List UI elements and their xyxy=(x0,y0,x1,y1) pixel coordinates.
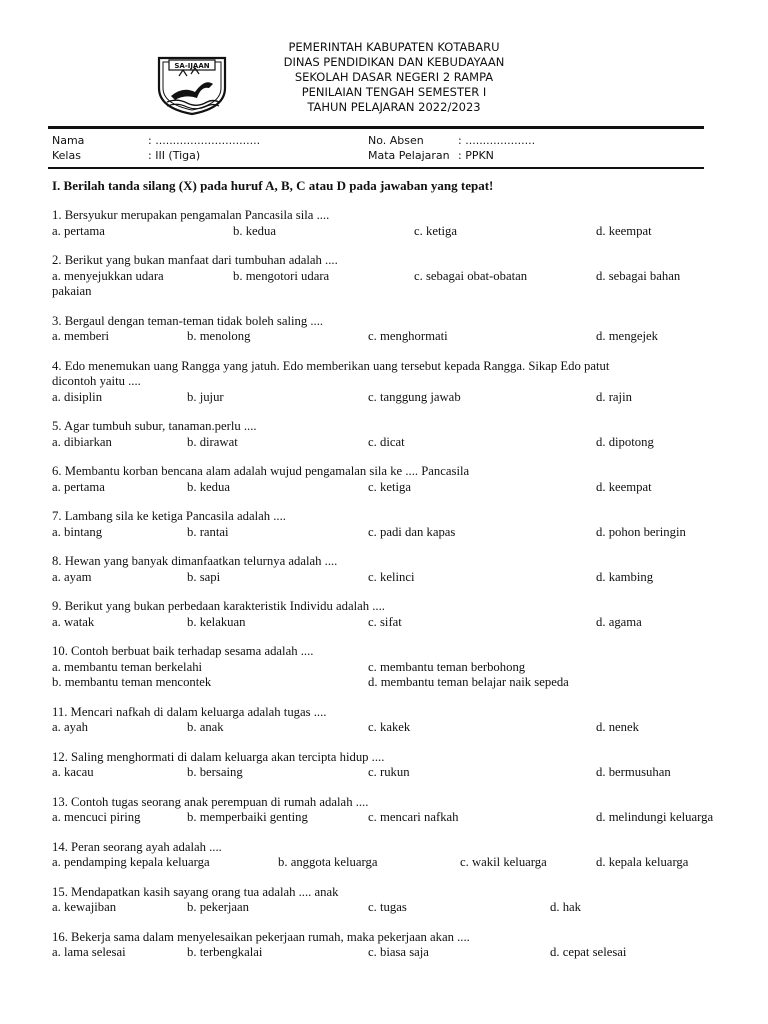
option-d[interactable]: d. melindungi keluarga xyxy=(596,810,714,824)
option-b[interactable]: b. sapi xyxy=(187,569,221,584)
question-1 xyxy=(52,208,752,239)
option-b[interactable]: b. pekerjaan xyxy=(187,900,249,914)
header-divider-top xyxy=(48,126,704,129)
option-d[interactable]: d. agama xyxy=(596,614,642,629)
options-row xyxy=(52,660,752,676)
options-row xyxy=(52,810,752,826)
question-text: 12. Saling menghormati di dalam keluarga akan tercipta hidup .... xyxy=(52,749,385,764)
options-row xyxy=(52,615,752,631)
option-d[interactable]: d. cepat selesai xyxy=(550,945,627,959)
options-row xyxy=(52,329,752,345)
option-c[interactable]: c. sifat xyxy=(368,614,402,629)
options-row xyxy=(52,855,752,871)
question-text: 1. Bersyukur merupakan pengamalan Pancasila sila .... xyxy=(52,208,330,222)
option-a[interactable]: a. watak xyxy=(52,614,95,629)
option-c[interactable]: c. sebagai obat-obatan xyxy=(414,268,528,283)
options-row xyxy=(52,390,752,406)
option-b[interactable]: b. menolong xyxy=(187,329,251,343)
option-b[interactable]: b. anggota keluarga xyxy=(278,855,378,869)
mapel-label: Mata Pelajaran xyxy=(368,149,450,162)
option-c[interactable]: c. padi dan kapas xyxy=(368,524,456,539)
header-line-year: TAHUN PELAJARAN 2022/2023 xyxy=(307,100,481,114)
question-14 xyxy=(52,840,752,871)
option-c[interactable]: c. wakil keluarga xyxy=(460,855,547,869)
question-11 xyxy=(52,705,752,736)
questions-section xyxy=(52,178,752,975)
option-a[interactable]: a. lama selesai xyxy=(52,945,126,959)
question-16 xyxy=(52,930,752,961)
question-text: 9. Berikut yang bukan perbedaan karakteristik Individu adalah .... xyxy=(52,599,385,613)
option-d[interactable]: d. keempat xyxy=(596,223,652,238)
question-3 xyxy=(52,314,752,345)
option-d-continuation: pakaian xyxy=(52,284,92,298)
option-a[interactable]: a. pertama xyxy=(52,479,105,494)
absen-field[interactable]: : .................... xyxy=(458,134,536,147)
option-a[interactable]: a. ayam xyxy=(52,569,92,584)
option-d[interactable]: d. bermusuhan xyxy=(596,765,671,779)
question-6 xyxy=(52,464,752,495)
option-d[interactable]: d. sebagai bahan xyxy=(596,268,681,283)
question-text: 2. Berikut yang bukan manfaat dari tumbuhan adalah .... xyxy=(52,253,338,267)
options-row xyxy=(52,765,752,781)
question-text: 3. Bergaul dengan teman-teman tidak boleh saling .... xyxy=(52,313,324,328)
instruction-text: I. Berilah tanda silang (X) pada huruf A, B, C atau D pada jawaban yang tepat! xyxy=(52,178,494,193)
nama-label: Nama xyxy=(52,134,85,147)
question-text: 15. Mendapatkan kasih sayang orang tua adalah .... anak xyxy=(52,884,339,899)
option-c[interactable]: c. tugas xyxy=(368,900,407,914)
option-a[interactable]: a. kacau xyxy=(52,765,94,779)
question-text: 4. Edo menemukan uang Rangga yang jatuh. Edo memberikan uang tersebut kepada Rangga. Sikap Edo patut xyxy=(52,358,610,373)
option-b[interactable]: b. bersaing xyxy=(187,765,243,779)
option-a[interactable]: a. pendamping kepala keluarga xyxy=(52,855,210,869)
option-c[interactable]: c. kelinci xyxy=(368,569,415,584)
option-a[interactable]: a. pertama xyxy=(52,223,105,238)
options-row xyxy=(52,224,752,240)
option-d[interactable]: d. kambing xyxy=(596,569,654,584)
options-row xyxy=(52,480,752,496)
question-text: 8. Hewan yang banyak dimanfaatkan telurnya adalah .... xyxy=(52,554,338,568)
option-d[interactable]: d. mengejek xyxy=(596,329,659,343)
option-b[interactable]: b. anak xyxy=(187,720,224,734)
option-d[interactable]: d. membantu teman belajar naik sepeda xyxy=(368,675,569,689)
option-c[interactable]: c. mencari nafkah xyxy=(368,810,459,824)
question-text: 13. Contoh tugas seorang anak perempuan di rumah adalah .... xyxy=(52,794,369,809)
header-line-department: DINAS PENDIDIKAN DAN KEBUDAYAAN xyxy=(283,55,505,69)
option-d[interactable]: d. keempat xyxy=(596,479,652,494)
option-b[interactable]: b. rantai xyxy=(187,524,229,539)
options-row xyxy=(52,720,752,736)
options-row xyxy=(52,525,752,541)
question-text: 5. Agar tumbuh subur, tanaman.perlu .... xyxy=(52,419,257,433)
question-8 xyxy=(52,554,752,585)
option-d[interactable]: d. hak xyxy=(550,900,582,914)
option-d[interactable]: d. pohon beringin xyxy=(596,524,686,539)
option-c[interactable]: c. kakek xyxy=(368,720,411,734)
option-a[interactable]: a. memberi xyxy=(52,329,110,343)
option-c[interactable]: c. membantu teman berbohong xyxy=(368,659,526,674)
question-text: 7. Lambang sila ke ketiga Pancasila adalah .... xyxy=(52,509,286,523)
options-row-2 xyxy=(52,675,752,691)
option-a[interactable]: a. ayah xyxy=(52,720,88,734)
school-header xyxy=(0,40,768,115)
option-b[interactable]: b. terbengkalai xyxy=(187,945,263,959)
option-b[interactable]: b. mengotori udara xyxy=(233,268,330,283)
question-10 xyxy=(52,644,752,691)
mapel-value: : PPKN xyxy=(458,149,494,162)
question-7 xyxy=(52,509,752,540)
option-a[interactable]: a. bintang xyxy=(52,524,103,539)
options-row xyxy=(52,900,752,916)
kelas-value: : III (Tiga) xyxy=(148,149,201,162)
question-12 xyxy=(52,750,752,781)
option-c[interactable]: c. dicat xyxy=(368,434,405,449)
option-a[interactable]: a. disiplin xyxy=(52,389,103,404)
question-9 xyxy=(52,599,752,630)
option-a[interactable]: a. dibiarkan xyxy=(52,434,112,449)
options-row xyxy=(52,945,752,961)
question-text: 6. Membantu korban bencana alam adalah wujud pengamalan sila ke .... Pancasila xyxy=(52,464,470,478)
option-a[interactable]: a. menyejukkan udara xyxy=(52,268,164,283)
question-5 xyxy=(52,419,752,450)
nama-field[interactable]: : .............................. xyxy=(148,134,261,147)
question-text: 16. Bekerja sama dalam menyelesaikan pekerjaan rumah, maka pekerjaan akan .... xyxy=(52,929,470,944)
svg-text:SA-IJAAN: SA-IJAAN xyxy=(174,62,210,70)
option-b[interactable]: b. membantu teman mencontek xyxy=(52,675,212,689)
options-row xyxy=(52,570,752,586)
option-d[interactable]: d. rajin xyxy=(596,389,632,404)
option-a[interactable]: a. kewajiban xyxy=(52,900,117,914)
question-text-line-2: dicontoh yaitu .... xyxy=(52,374,141,388)
header-line-school: SEKOLAH DASAR NEGERI 2 RAMPA xyxy=(294,70,494,84)
question-text: 14. Peran seorang ayah adalah .... xyxy=(52,839,222,854)
option-d[interactable]: d. nenek xyxy=(596,720,639,734)
absen-label: No. Absen xyxy=(368,134,424,147)
option-b[interactable]: b. kedua xyxy=(187,479,230,494)
option-c[interactable]: c. ketiga xyxy=(414,223,457,238)
question-4 xyxy=(52,359,752,406)
option-c[interactable]: c. menghormati xyxy=(368,329,448,343)
kelas-label: Kelas xyxy=(52,149,81,162)
question-15 xyxy=(52,885,752,916)
header-line-government: PEMERINTAH KABUPATEN KOTABARU xyxy=(288,40,500,54)
option-c[interactable]: c. ketiga xyxy=(368,479,411,494)
option-a[interactable]: a. membantu teman berkelahi xyxy=(52,659,203,674)
option-b[interactable]: b. jujur xyxy=(187,389,224,404)
option-a[interactable]: a. mencuci piring xyxy=(52,810,141,824)
option-d[interactable]: d. dipotong xyxy=(596,434,654,449)
option-b[interactable]: b. kedua xyxy=(233,223,276,238)
question-2 xyxy=(52,253,752,300)
option-c[interactable]: c. biasa saja xyxy=(368,945,429,959)
option-c[interactable]: c. tanggung jawab xyxy=(368,389,461,404)
header-line-assessment: PENILAIAN TENGAH SEMESTER I xyxy=(301,85,487,99)
question-13 xyxy=(52,795,752,826)
question-text: 11. Mencari nafkah di dalam keluarga adalah tugas .... xyxy=(52,704,327,719)
options-row xyxy=(52,269,752,285)
option-b[interactable]: b. memperbaiki genting xyxy=(187,810,308,824)
option-d[interactable]: d. kepala keluarga xyxy=(596,855,689,869)
option-c[interactable]: c. rukun xyxy=(368,765,410,779)
options-row xyxy=(52,435,752,451)
info-divider-bottom xyxy=(48,167,704,169)
question-text: 10. Contoh berbuat baik terhadap sesama adalah .... xyxy=(52,644,314,658)
option-b[interactable]: b. dirawat xyxy=(187,434,238,449)
option-b[interactable]: b. kelakuan xyxy=(187,614,246,629)
